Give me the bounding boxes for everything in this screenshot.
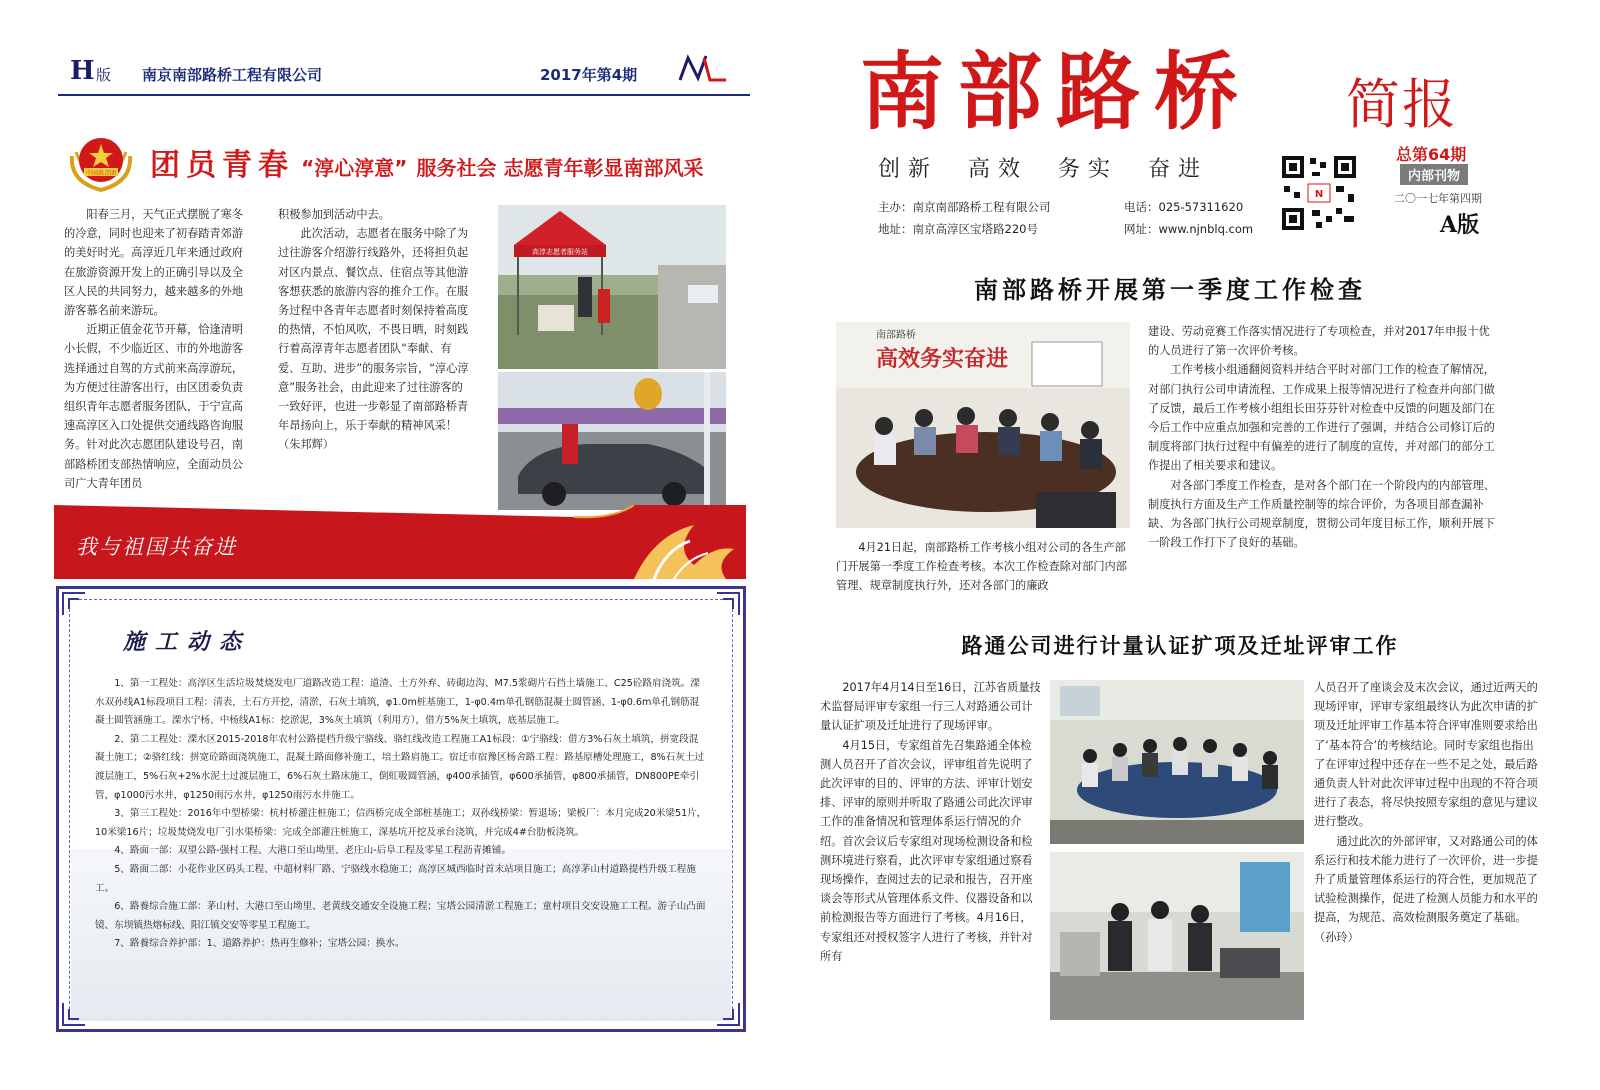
corner-ornament-icon [715, 1001, 741, 1027]
sponsor-label: 主办： [878, 200, 913, 214]
article2-column-1 [820, 678, 1042, 966]
edition-char: 版 [96, 66, 112, 84]
web-row [1124, 218, 1253, 240]
feature-title [150, 140, 750, 183]
edition-label: A版 [1440, 212, 1480, 238]
left-header-rule [58, 94, 750, 96]
article1-title: 南部路桥开展第一季度工作检查 [974, 276, 1366, 304]
meeting-photo-1 [836, 322, 1130, 528]
nl-logo-icon [674, 50, 730, 88]
article2-col3-paragraph: 人员召开了座谈会及末次会议，通过近两天的现场评审，评审专家组最终认为此次申请的扩项及迁址评审工作基本符合评审准则要求给出了‘基本符合’的考核结论。同时专家组也指出了在评审过程中还存在一些不足之处，最后路通负责人针对此次评审过程中出现的不符合项进行了表态，将尽快按照专家组的意见与建议进行整改。 [1314, 681, 1538, 829]
article1-caption-column [836, 538, 1134, 596]
phone-row [1124, 196, 1243, 218]
feature-col1-paragraph: 近期正值金花节开幕，恰逢清明小长假，不少临近区、市的外地游客选择通过自驾的方式前来高淳游玩，为方便过往游客出行，由区团委负责组织青年志愿者服务团队，于宁宣高速高淳区入口处提供交通线路咨询服务。针对此次志愿团队建设号召，南部路桥团支部热情响应，全面动员公司广大青年团员 [64, 323, 244, 490]
total-issue: 总第64期 [1396, 145, 1467, 164]
left-company-name: 南京南部路桥工程有限公司 [142, 66, 323, 84]
construction-item: 1、第一工程处：高淳区生活垃圾焚烧发电厂道路改造工程：道渣、土方外弃、砖砌边沟、M7.5浆砌片石挡土墙施工、C25砼路肩浇筑。溧水双孙线A1标段项目工程：清表，土石方开挖，清淤，石灰土填筑，φ1.0m桩基施工，1-φ0.4m单孔钢筋混凝土圆管涵、1-φ0.6m单孔钢筋混凝土圆管涵施工。溧水宁杨、中杨线A1标：挖淤泥，3%灰土填筑（利用方），借方5%灰土填筑，底基层施工。 [95, 678, 700, 727]
photo-brand-text: 南部路桥 [876, 330, 916, 341]
tent-text: 高淳志愿者服务站 [532, 248, 588, 256]
construction-items [95, 675, 707, 954]
right-page [800, 0, 1600, 1090]
address-row [878, 218, 1038, 240]
corner-ornament-icon [61, 1001, 87, 1027]
article1-body-column [1148, 322, 1498, 552]
league-emblem-icon [64, 124, 138, 194]
feature-column-1 [64, 205, 254, 493]
article1-paragraph: 建设、劳动竞赛工作落实情况进行了专项检查，并对2017年申报十优的人员进行了第一次评价考核。 [1148, 325, 1490, 358]
article2-col1-paragraph: 2017年4月14日至16日，江苏省质量技术监督局评审专家组一行三人对路通公司计量认证扩项及迁址进行了现场评审。 [820, 681, 1041, 733]
corner-ornament-icon [61, 591, 87, 617]
article1-lead-paragraph: 4月21日起，南部路桥工作考核小组对公司的各生产部门开展第一季度工作检查考核。本次工作检查除对部门内部管理、规章制度执行外，还对各部门的廉政 [836, 541, 1127, 593]
construction-item: 3、第三工程处：2016年中型桥梁：杭村桥灌注桩施工；信西桥完成全部桩基施工；双孙线桥梁：暂退场；梁板厂：本月完成20米梁51片，10米梁16片；垃圾焚烧发电厂引水渠桥梁：完成全部灌注桩施工，深基坑开挖及承台浇筑，并完成4#台肋板浇筑。 [95, 808, 707, 838]
nl-logo-text: NL [674, 50, 676, 51]
lab-inspection-photo [1050, 852, 1304, 1020]
web-value: www.njnblq.com [1158, 222, 1254, 236]
feature-col2-paragraph: 积极参加到活动中去。 [278, 208, 390, 221]
phone-value: 025-57311620 [1158, 200, 1244, 214]
article2-column-3 [1314, 678, 1540, 947]
meeting-photo-2 [1050, 680, 1304, 844]
feature-column-2 [278, 205, 470, 455]
left-header [70, 50, 750, 96]
svg-text:N: N [1314, 189, 1324, 200]
masthead-title: 南部路桥 [860, 42, 1253, 141]
article2-col1-paragraph: 4月15日，专家组首先召集路通全体检测人员召开了首次会议，评审组首先说明了此次评审的目的、评审的方法、评审计划安排、评审的原则并听取了路通公司此次评审工作的准备情况和管理体系运行情况的介绍。首次会议后专家组对现场检测设备和检测环境进行察看，此次评审专家组通过察看现场操作，查阅过去的记录和报告，召开座谈会等形式从管理体系文件、仪器设备和以前检测报告等方面进行了考核。4月16日，专家组还对授权签字人进行了考核，并针对所有 [820, 738, 1033, 963]
internal-label: 内部刊物 [1400, 164, 1468, 185]
address-value: 南京高淳区宝塔路220号 [912, 222, 1038, 236]
feature-title-main: 团员青春 [150, 148, 294, 183]
construction-item: 7、路養综合养护部：1、道路养护：热再生修补；宝塔公园：换水。 [114, 938, 405, 950]
construction-item: 2、第二工程处：溧水区2015-2018年农村公路提档升级宁骆线、骆红线改造工程施工A1标段：①宁骆线：借方3%石灰土填筑，拼宽段混凝土施工；②骆红线：拼宽砼路面浇筑施工，混凝土路面修补施工，培土路肩施工。宿迁市宿豫区杨舍路工程：路基原槽处理施工，8%石灰土过渡层施工，5%石灰+2%水泥土过渡层施工，6%石灰土路床施工，倒虹吸圆管涵，φ400承插管，φ600承插管，φ800承插管，DN800PE牵引管，φ1000污水井，φ1250雨污水井，φ1250雨污水井施工。 [95, 733, 705, 801]
construction-item: 5、路面二部：小花作业区码头工程、中超材料厂路、宁骆线水稳施工；高淳区城西临时首末站项目施工；高淳茅山村道路提档升级工程施工。 [95, 863, 696, 894]
address-label: 地址： [878, 222, 913, 236]
corner-ornament-icon [715, 591, 741, 617]
construction-item: 6、路養综合施工部：茅山村、大港口至山坳里、老黄线交通安全设施工程；宝塔公园清淤工程施工；童村项目交安设施工工程。游子山凸面镜、东坝镇热熔标线、阳江镇交安等零星工程施工。 [95, 901, 706, 931]
masthead-slogan: 创新 高效 务实 奋进 [878, 157, 1208, 182]
banner-calligraphy: 我与祖国共奋进 [76, 535, 237, 559]
article2-col3-paragraph: 通过此次的外部评审，又对路通公司的体系运行和技术能力进行了一次评价，进一步提升了质量管理体系运行的符合性，更加规范了试验检测操作，促进了检测人员能力和水平的提高，为规范、高效检测服务奠定了基础。（孙玲） [1314, 834, 1538, 944]
feature-title-quote: “淳心淳意” [301, 156, 408, 180]
article1-paragraph: 工作考核小组通翻阅资料并结合平时对部门工作的检查了解情况，对部门执行公司申请流程、工作成果上报等情况进行了检查并向部门做了反馈，最后工作考核小组组长田芬芬针对检查中反馈的问题及部门在今后工作中应重点加强和完善的工作进行了强调，并结合公司修订后的制度将部门执行过程中有偏差的进行了制度的宣传，并对部门的部分工作提出了相关要求和建议。 [1148, 363, 1495, 473]
issue-date: 二〇一七年第四期 [1394, 192, 1482, 205]
sponsor-value: 南京南部路桥工程有限公司 [912, 200, 1051, 214]
sponsor-row [878, 196, 1051, 218]
volunteer-tent-photo [498, 205, 726, 369]
web-label: 网址： [1124, 222, 1159, 236]
construction-title: 施工动态 [123, 629, 252, 655]
construction-item: 4、路面一部：双望公路-强村工程、大港口至山坳里、老庄山-后阜工程及零星工程沥青摊铺。 [114, 845, 511, 857]
feature-red-banner [54, 505, 746, 579]
qr-code-icon [1278, 152, 1360, 234]
feature-title-rest: 服务社会 志愿青年彰显南部风采 [416, 156, 704, 180]
volunteer-car-photo [498, 372, 726, 510]
photo-wall-text: 高效务实奋进 [876, 346, 1009, 372]
phone-label: 电话： [1124, 200, 1159, 214]
edition-letter: H [70, 56, 95, 86]
construction-box [56, 586, 746, 1032]
article2-title: 路通公司进行计量认证扩项及迁址评审工作 [961, 634, 1399, 658]
feature-col2-paragraph: 此次活动，志愿者在服务中除了为过往游客介绍游行线路外，还将担负起对区内景点、餐饮点、住宿点等其他游客想获悉的旅游内容的推介工作。在服务过程中各青年志愿者时刻保持着高度的热情，不怕风吹，不畏日晒，时刻践行着高淳青年志愿者团队“奉献、有爱、互助、进步”的服务宗旨，“淳心淳意”服务社会，由此迎来了过往游客的一致好评，也进一步彰显了南部路桥青年昂扬向上，乐于奉献的精神风采！（朱邦辉） [278, 227, 469, 452]
left-issue-number: 2017年第4期 [540, 66, 638, 84]
article1-paragraph: 对各部门季度工作检查，是对各个部门在一个阶段内的内部管理、制度执行方面及生产工作质量控制等的综合评价，为各项目部查漏补缺、为各部门执行公司规章制度，贯彻公司年度目标工作，顺利开展下一阶段工作打下了良好的基础。 [1148, 478, 1495, 550]
emblem-text: 中国共青团 [85, 170, 117, 177]
feature-col1-paragraph: 阳春三月，天气正式摆脱了寒冬的冷意，同时也迎来了初春踏青郊游的美好时光。高淳近几年来通过政府在旅游资源开发上的正确引导以及全区人民的共同努力，越来越多的外地游客慕名前来游玩。 [64, 208, 244, 318]
masthead-subtitle: 简报 [1346, 73, 1458, 136]
